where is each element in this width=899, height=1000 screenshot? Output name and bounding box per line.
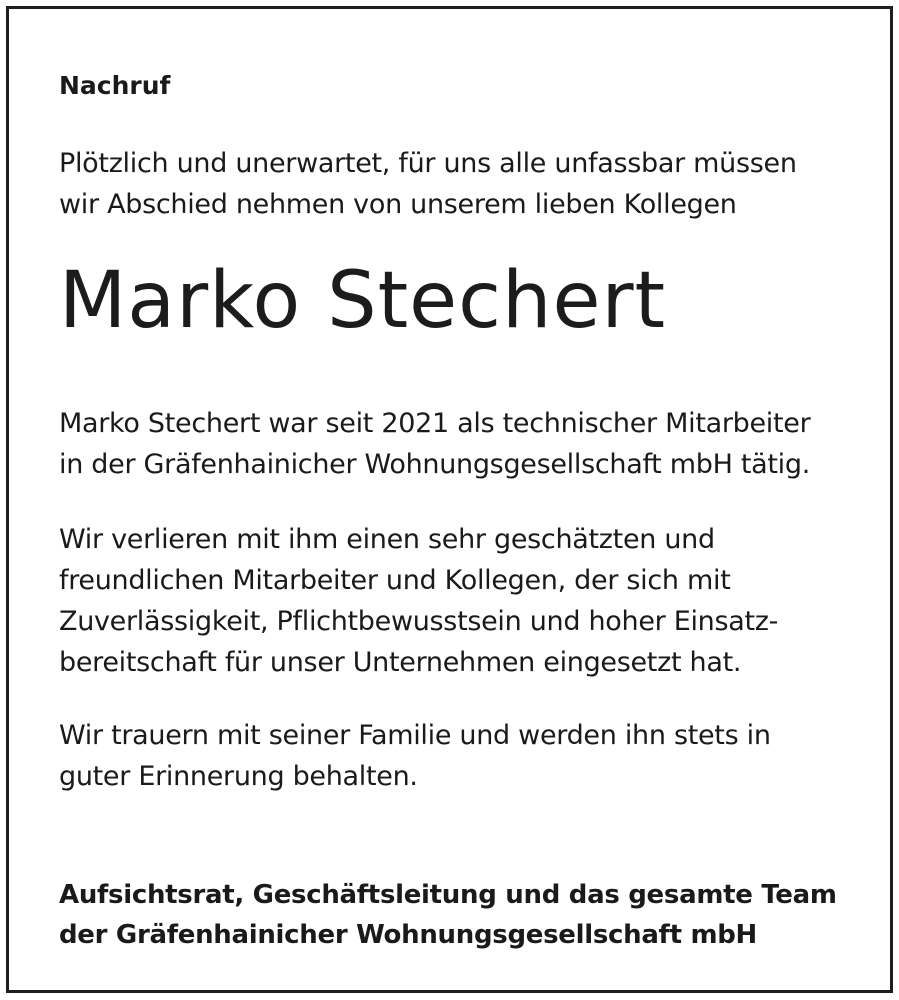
role-line: Marko Stechert war seit 2021 als technischer Mitarbeiter — [59, 408, 811, 439]
intro-paragraph — [59, 143, 797, 225]
tribute-line: Zuverlässigkeit, Pflichtbewusstsein und hoher Einsatz- — [59, 606, 779, 637]
deceased-name: Marko Stechert — [59, 256, 667, 346]
signature-line: der Gräfenhainicher Wohnungsgesellschaft mbH — [59, 920, 758, 950]
role-paragraph — [59, 403, 810, 485]
tribute-line: bereitschaft für unser Unternehmen eingesetzt hat. — [59, 647, 742, 678]
role-line: in der Gräfenhainicher Wohnungsgesellschaft mbH tätig. — [59, 449, 811, 480]
tribute-paragraph — [59, 519, 778, 683]
intro-line: Plötzlich und unerwartet, für uns alle unfassbar müssen — [59, 148, 797, 179]
signature-line: Aufsichtsrat, Geschäftsleitung und das gesamte Team — [59, 880, 837, 910]
mourning-paragraph — [59, 715, 771, 797]
mourning-line: Wir trauern mit seiner Familie und werden ihn stets in — [59, 720, 771, 751]
obituary-heading: Nachruf — [59, 71, 171, 100]
obituary-frame — [6, 6, 893, 993]
tribute-line: Wir verlieren mit ihm einen sehr geschätzten und — [59, 524, 715, 555]
signature-block — [59, 875, 837, 955]
tribute-line: freundlichen Mitarbeiter und Kollegen, der sich mit — [59, 565, 731, 596]
mourning-line: guter Erinnerung behalten. — [59, 761, 418, 792]
intro-line: wir Abschied nehmen von unserem lieben Kollegen — [59, 189, 737, 220]
